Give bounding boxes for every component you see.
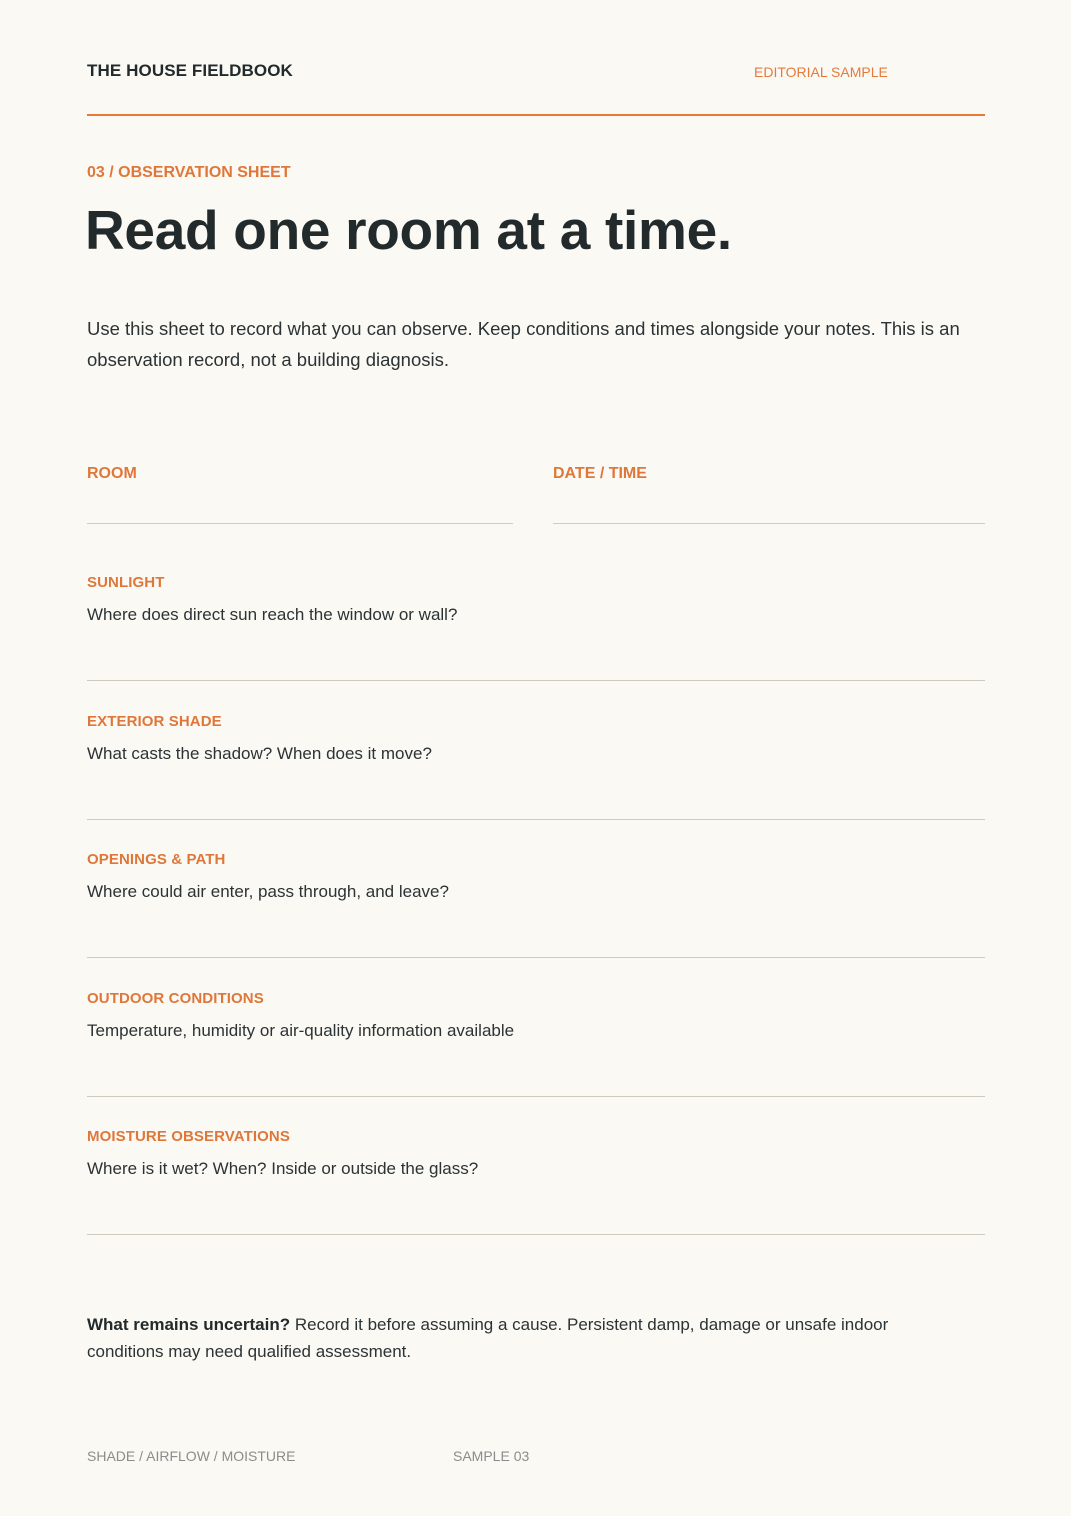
date-time-field[interactable]	[553, 465, 985, 524]
observation-sheet	[87, 0, 985, 1516]
footer-topics: SHADE / AIRFLOW / MOISTURE	[87, 1448, 296, 1464]
uncertainty-note	[87, 1311, 967, 1365]
intro-paragraph: Use this sheet to record what you can observe. Keep conditions and times alongside your notes. This is an observation record, not a building diagnosis.	[87, 318, 960, 370]
date-time-field-label: DATE / TIME	[553, 465, 647, 482]
section-prompt: Where could air enter, pass through, and leave?	[87, 882, 449, 901]
page-header	[87, 60, 985, 116]
brand-title: THE HOUSE FIELDBOOK	[87, 61, 293, 80]
note-lead: What remains uncertain?	[87, 1315, 291, 1334]
editorial-sample-tag: EDITORIAL SAMPLE	[754, 64, 888, 80]
section-label: EXTERIOR SHADE	[87, 713, 222, 730]
footer-sample-number: SAMPLE 03	[453, 1448, 530, 1464]
section-label: OPENINGS & PATH	[87, 851, 226, 868]
section-openings-path[interactable]	[87, 851, 985, 958]
page-title: Read one room at a time.	[85, 199, 732, 261]
section-label: OUTDOOR CONDITIONS	[87, 990, 264, 1007]
section-prompt: Where does direct sun reach the window or wall?	[87, 605, 458, 624]
section-label: MOISTURE OBSERVATIONS	[87, 1128, 290, 1145]
section-outdoor-conditions[interactable]	[87, 990, 985, 1097]
section-prompt: What casts the shadow? When does it move?	[87, 744, 432, 763]
section-exterior-shade[interactable]	[87, 713, 985, 820]
room-field[interactable]	[87, 465, 513, 524]
room-field-label: ROOM	[87, 465, 137, 482]
section-moisture-observations[interactable]	[87, 1128, 985, 1235]
section-prompt: Where is it wet? When? Inside or outside the glass?	[87, 1159, 479, 1178]
section-label: SUNLIGHT	[87, 574, 165, 591]
note-body: Record it before assuming a cause. Persistent damp, damage or unsafe indoor conditions may need qualified assessment.	[87, 1315, 889, 1361]
section-prompt: Temperature, humidity or air-quality information available	[87, 1021, 515, 1040]
sheet-kicker: 03 / OBSERVATION SHEET	[87, 164, 291, 181]
section-sunlight[interactable]	[87, 574, 985, 681]
